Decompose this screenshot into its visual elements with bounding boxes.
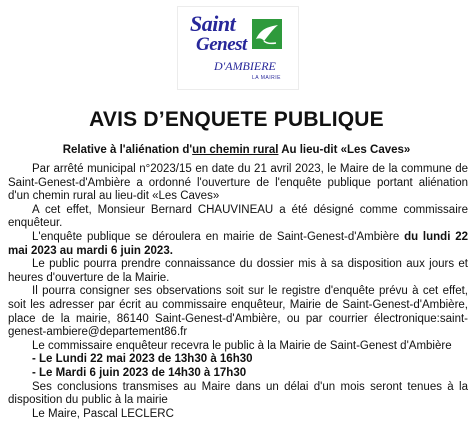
logo-text-saint: Saint: [190, 11, 236, 36]
reception-slot-1: - Le Lundi 22 mai 2023 de 13h30 à 16h30: [32, 353, 253, 366]
subtitle-part-1: Relative à l'aliénation d': [62, 144, 193, 156]
paragraph-decree: Par arrêté municipal n°2023/15 en date du 21 avril 2023, le Maire de la commune de Saint-Genest-d'Ambière a ordonné l'ouverture de l'enquête publique portant aliénation d'un chemin rural au lieu-dit «Les Caves»: [8, 163, 468, 203]
logo-text-ambiere: D'AMBIERE: [214, 59, 276, 73]
notice-body: [8, 163, 468, 421]
paragraph-dates: [8, 231, 468, 258]
commune-logo: [177, 6, 299, 90]
logo-text-genest: Genest: [196, 34, 247, 55]
dates-text: L'enquête publique se déroulera en mairie de Saint-Genest-d'Ambière: [32, 230, 405, 243]
signature: Le Maire, Pascal LECLERC: [32, 407, 174, 420]
reception-slot-2: - Le Mardi 6 juin 2023 de 14h30 à 17h30: [32, 366, 247, 379]
subtitle-part-2: Au lieu-dit «Les Caves»: [278, 144, 411, 156]
bird-emblem-icon: [252, 19, 282, 49]
notice-title: AVIS D’ENQUETE PUBLIQUE: [89, 108, 384, 131]
logo-text-mairie: LA MAIRIE: [252, 75, 281, 81]
paragraph-reception: Le commissaire enquêteur recevra le public à la Mairie de Saint-Genest d'Ambière: [32, 339, 452, 352]
subtitle-underlined: un chemin rural: [192, 144, 279, 156]
paragraph-commissioner: A cet effet, Monsieur Bernard CHAUVINEAU a été désigné comme commissaire enquêteur.: [8, 203, 468, 230]
notice-subtitle: [0, 144, 473, 156]
paragraph-observations: Il pourra consigner ses observations soit sur le registre d'enquête prévu à cet effet, soit les adresser par écrit au commissaire enquêteur, Mairie de Saint-Genest-d'Ambière, place de la mairie, 86140 Saint-Genest-d'Ambière, ou par courrier électronique:saint-genest-ambiere@departement86.fr: [8, 285, 468, 339]
paragraph-conclusions: Ses conclusions transmises au Maire dans un délai d'un mois seront tenues à la disposition du public à la mairie: [8, 380, 468, 407]
paragraph-consultation: Le public pourra prendre connaissance du dossier mis à sa disposition aux jours et heures d'ouverture de la Mairie.: [8, 258, 468, 284]
dates-bold: du lundi 22 mai 2023 au mardi 6 juin 2023.: [8, 230, 468, 257]
